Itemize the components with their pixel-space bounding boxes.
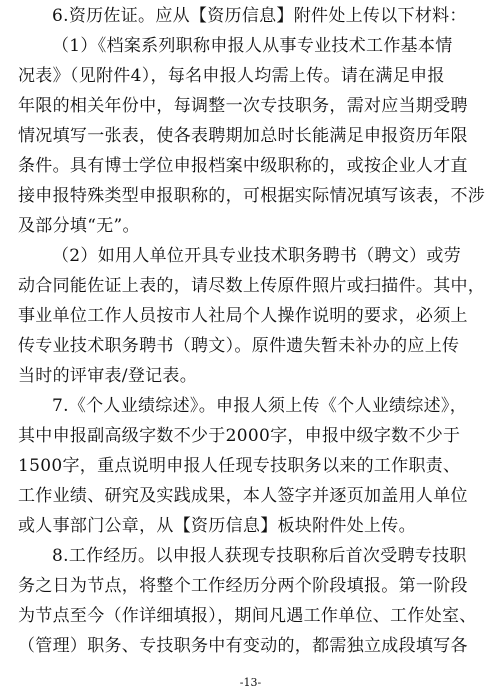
- text-line: 情况填写一张表，使各表聘期加总时长能满足申报资历年限: [18, 126, 468, 146]
- text-line: 年限的相关年份中，每调整一次专技职务，需对应当期受聘: [18, 96, 468, 116]
- text-line: 接申报特殊类型申报职称的，可根据实际情况填写该表，不涉: [18, 186, 486, 206]
- text-line: 8.工作经历。以申报人获现专技职称后首次受聘专技职: [52, 546, 467, 566]
- text-line: 条件。具有博士学位申报档案中级职称的，或按企业人才直: [18, 156, 468, 176]
- page-number: -13-: [239, 676, 262, 689]
- text-line: （1）《档案系列职称申报人从事专业技术工作基本情: [52, 36, 453, 56]
- text-line: 工作业绩、研究及实践成果，本人签字并逐页加盖用人单位: [18, 486, 468, 506]
- text-line: 当时的评审表/登记表。: [18, 366, 198, 386]
- text-line: 其中申报副高级字数不少于2000字，申报中级字数不少于: [18, 426, 461, 446]
- text-line: （管理）职务、专技职务中有变动的，都需独立成段填写各: [18, 636, 468, 656]
- text-line: 动合同能佐证上表的，请尽数上传原件照片或扫描件。其中，: [18, 276, 486, 296]
- text-line: （2）如用人单位开具专业技术职务聘书（聘文）或劳: [52, 246, 462, 266]
- text-line: 传专业技术职务聘书（聘文）。原件遗失暂未补办的应上传: [18, 336, 460, 356]
- text-line: 及部分填“无”。: [18, 216, 140, 236]
- text-line: 1500字，重点说明申报人任现专技职务以来的工作职责、: [18, 456, 461, 476]
- text-line: 或人事部门公章，从【资历信息】板块附件处上传。: [18, 516, 416, 536]
- text-line: 况表》（见附件4），每名申报人均需上传。请在满足申报: [18, 66, 445, 86]
- text-line: 务之日为节点，将整个工作经历分两个阶段填报。第一阶段: [18, 576, 468, 596]
- text-line: 为节点至今（作详细填报），期间凡遇工作单位、工作处室、: [18, 606, 477, 626]
- text-line: 6.资历佐证。应从【资历信息】附件处上传以下材料：: [52, 6, 467, 26]
- text-line: 事业单位工作人员按市人社局个人操作说明的要求，必须上: [18, 306, 468, 326]
- text-line: 7.《个人业绩综述》。申报人须上传《个人业绩综述》，: [52, 396, 468, 416]
